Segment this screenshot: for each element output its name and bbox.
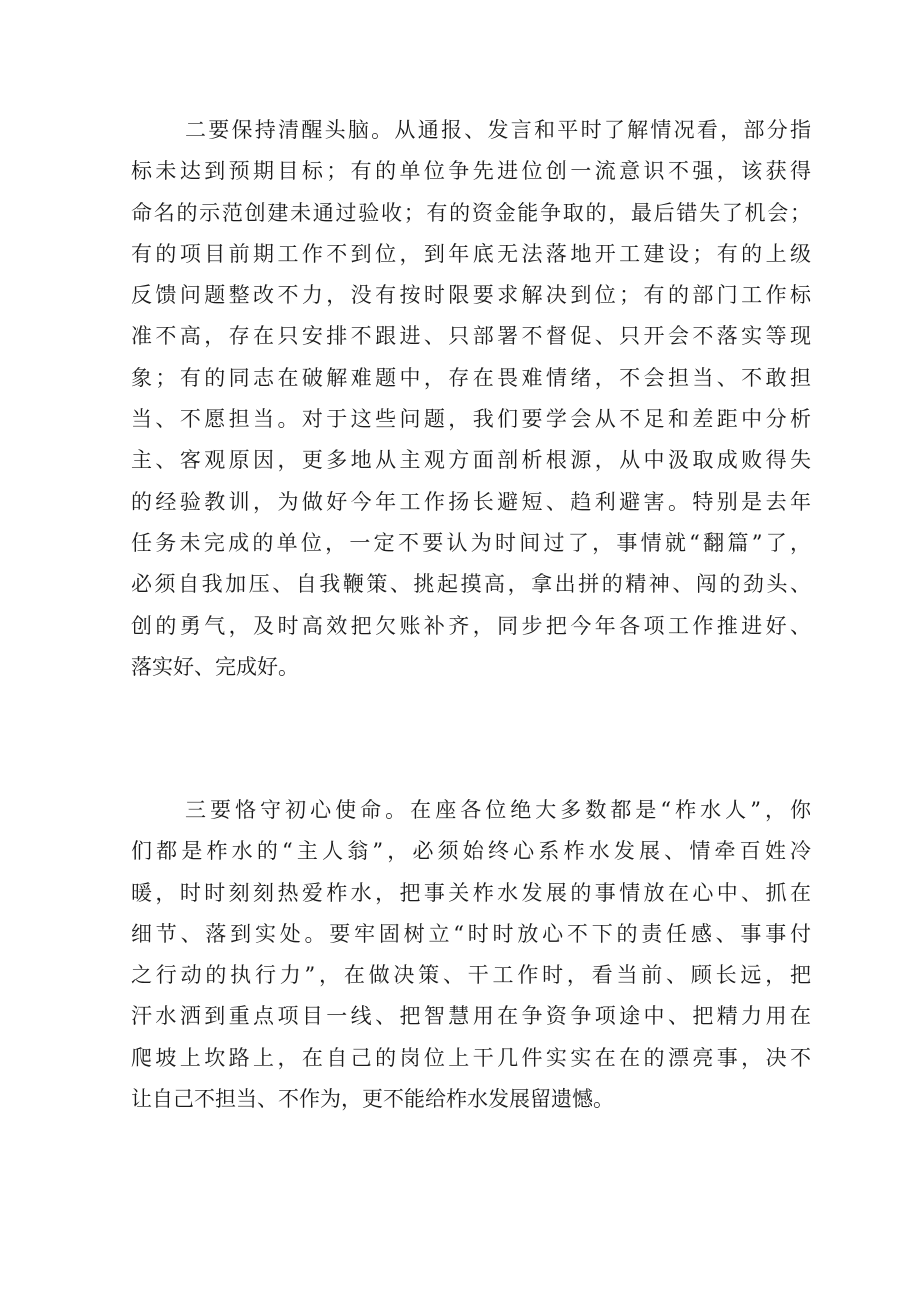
paragraph-line: 二要保持清醒头脑。从通报、发言和平时了解情况看，部分指 (185, 118, 811, 142)
paragraph-line: 任务未完成的单位，一定不要认为时间过了，事情就“翻篇”了， (131, 530, 811, 555)
paragraph-line: 们都是柞水的“主人翁”，必须始终心系柞水发展、情牵百姓冷 (131, 839, 811, 864)
paragraph-line: 细节、落到实处。要牢固树立“时时放心不下的责任感、事事付 (131, 921, 811, 946)
paragraph-line: 汗水洒到重点项目一线、把智慧用在争资争项途中、把精力用在 (131, 1004, 811, 1029)
paragraph-line: 爬坡上坎路上，在自己的岗位上干几件实实在在的漂亮事，决不 (131, 1045, 811, 1070)
paragraph-3 (131, 790, 811, 1120)
paragraph-2 (131, 110, 811, 688)
paragraph-line: 主、客观原因，更多地从主观方面剖析根源，从中汲取成败得失 (131, 448, 811, 473)
paragraph-line: 之行动的执行力”，在做决策、干工作时，看当前、顾长远，把 (131, 963, 811, 988)
paragraph-line: 必须自我加压、自我鞭策、挑起摸高，拿出拼的精神、闯的劲头、 (131, 572, 811, 597)
paragraph-line: 创的勇气，及时高效把欠账补齐，同步把今年各项工作推进好、 (131, 613, 811, 638)
paragraph-line: 标未达到预期目标；有的单位争先进位创一流意识不强，该获得 (131, 159, 811, 184)
paragraph-line: 当、不愿担当。对于这些问题，我们要学会从不足和差距中分析 (131, 407, 811, 432)
paragraph-line: 三要恪守初心使命。在座各位绝大多数都是“柞水人”，你 (185, 798, 811, 822)
paragraph-line: 有的项目前期工作不到位，到年底无法落地开工建设；有的上级 (131, 241, 811, 266)
paragraph-line: 落实好、完成好。 (131, 654, 299, 679)
paragraph-line: 反馈问题整改不力，没有按时限要求解决到位；有的部门工作标 (131, 283, 811, 308)
paragraph-line: 命名的示范创建未通过验收；有的资金能争取的，最后错失了机会； (131, 200, 811, 225)
paragraph-line: 的经验教训，为做好今年工作扬长避短、趋利避害。特别是去年 (131, 489, 811, 514)
paragraph-line: 暖，时时刻刻热爱柞水，把事关柞水发展的事情放在心中、抓在 (131, 880, 811, 905)
paragraph-line: 象；有的同志在破解难题中，存在畏难情绪，不会担当、不敢担 (131, 365, 811, 390)
paragraph-line: 让自己不担当、不作为，更不能给柞水发展留遗憾。 (131, 1087, 614, 1112)
paragraph-line: 准不高，存在只安排不跟进、只部署不督促、只开会不落实等现 (131, 324, 811, 349)
